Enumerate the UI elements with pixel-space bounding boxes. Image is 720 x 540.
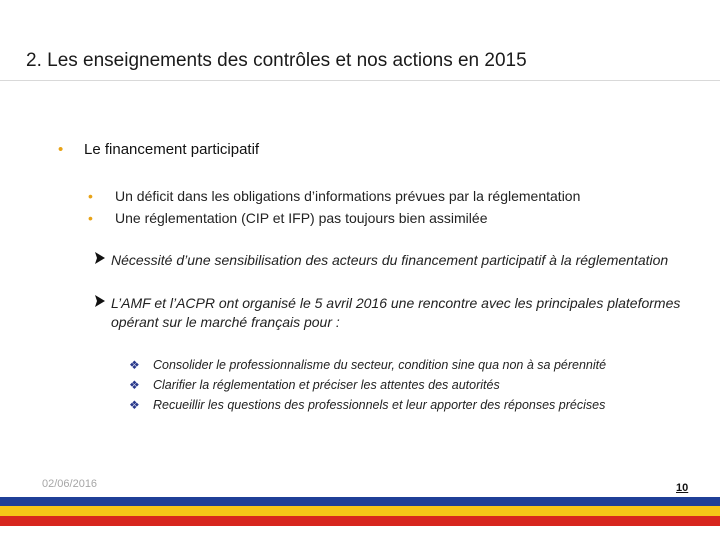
diamond-icon: ❖: [129, 378, 140, 392]
objective-item: [129, 358, 606, 372]
objective-item: [129, 398, 605, 412]
conclusion-text: Nécessité d’une sensibilisation des acteurs du financement participatif à la réglementation: [111, 252, 669, 268]
bullet-dot-icon: •: [88, 188, 93, 204]
stripe-blue: [0, 497, 720, 506]
conclusion-item: [94, 251, 681, 270]
conclusion-item: [94, 294, 681, 332]
diamond-icon: ❖: [129, 398, 140, 412]
list-item: [88, 188, 580, 204]
objective-text: Clarifier la réglementation et préciser les attentes des autorités: [153, 378, 500, 392]
footer-stripes: [0, 497, 720, 528]
bullet-dot-icon: •: [58, 141, 64, 158]
footer-date: 02/06/2016: [42, 478, 98, 490]
list-item: [88, 210, 487, 226]
list-item-text: Un déficit dans les obligations d’informations prévues par la réglementation: [115, 188, 581, 204]
conclusion-text: L’AMF et l’ACPR ont organisé le 5 avril 2016 une rencontre avec les principales plateformes opérant sur le marché français pour :: [111, 295, 681, 330]
slide-title: 2. Les enseignements des contrôles et nos actions en 2015: [26, 50, 527, 71]
title-divider: [0, 80, 720, 81]
stripe-yellow: [0, 506, 720, 516]
objective-item: [129, 378, 500, 392]
stripe-red: [0, 516, 720, 526]
section-heading-text: Le financement participatif: [84, 141, 260, 158]
bullet-dot-icon: •: [88, 210, 93, 226]
section-heading: [58, 141, 259, 158]
objective-text: Recueillir les questions des professionnels et leur apporter des réponses précises: [153, 398, 606, 412]
diamond-icon: ❖: [129, 358, 140, 372]
page-number: 10: [676, 482, 689, 494]
list-item-text: Une réglementation (CIP et IFP) pas toujours bien assimilée: [115, 210, 488, 226]
objective-text: Consolider le professionnalisme du secteur, condition sine qua non à sa pérennité: [153, 358, 607, 372]
arrow-right-icon: [94, 251, 106, 270]
arrow-right-icon: [94, 294, 106, 313]
